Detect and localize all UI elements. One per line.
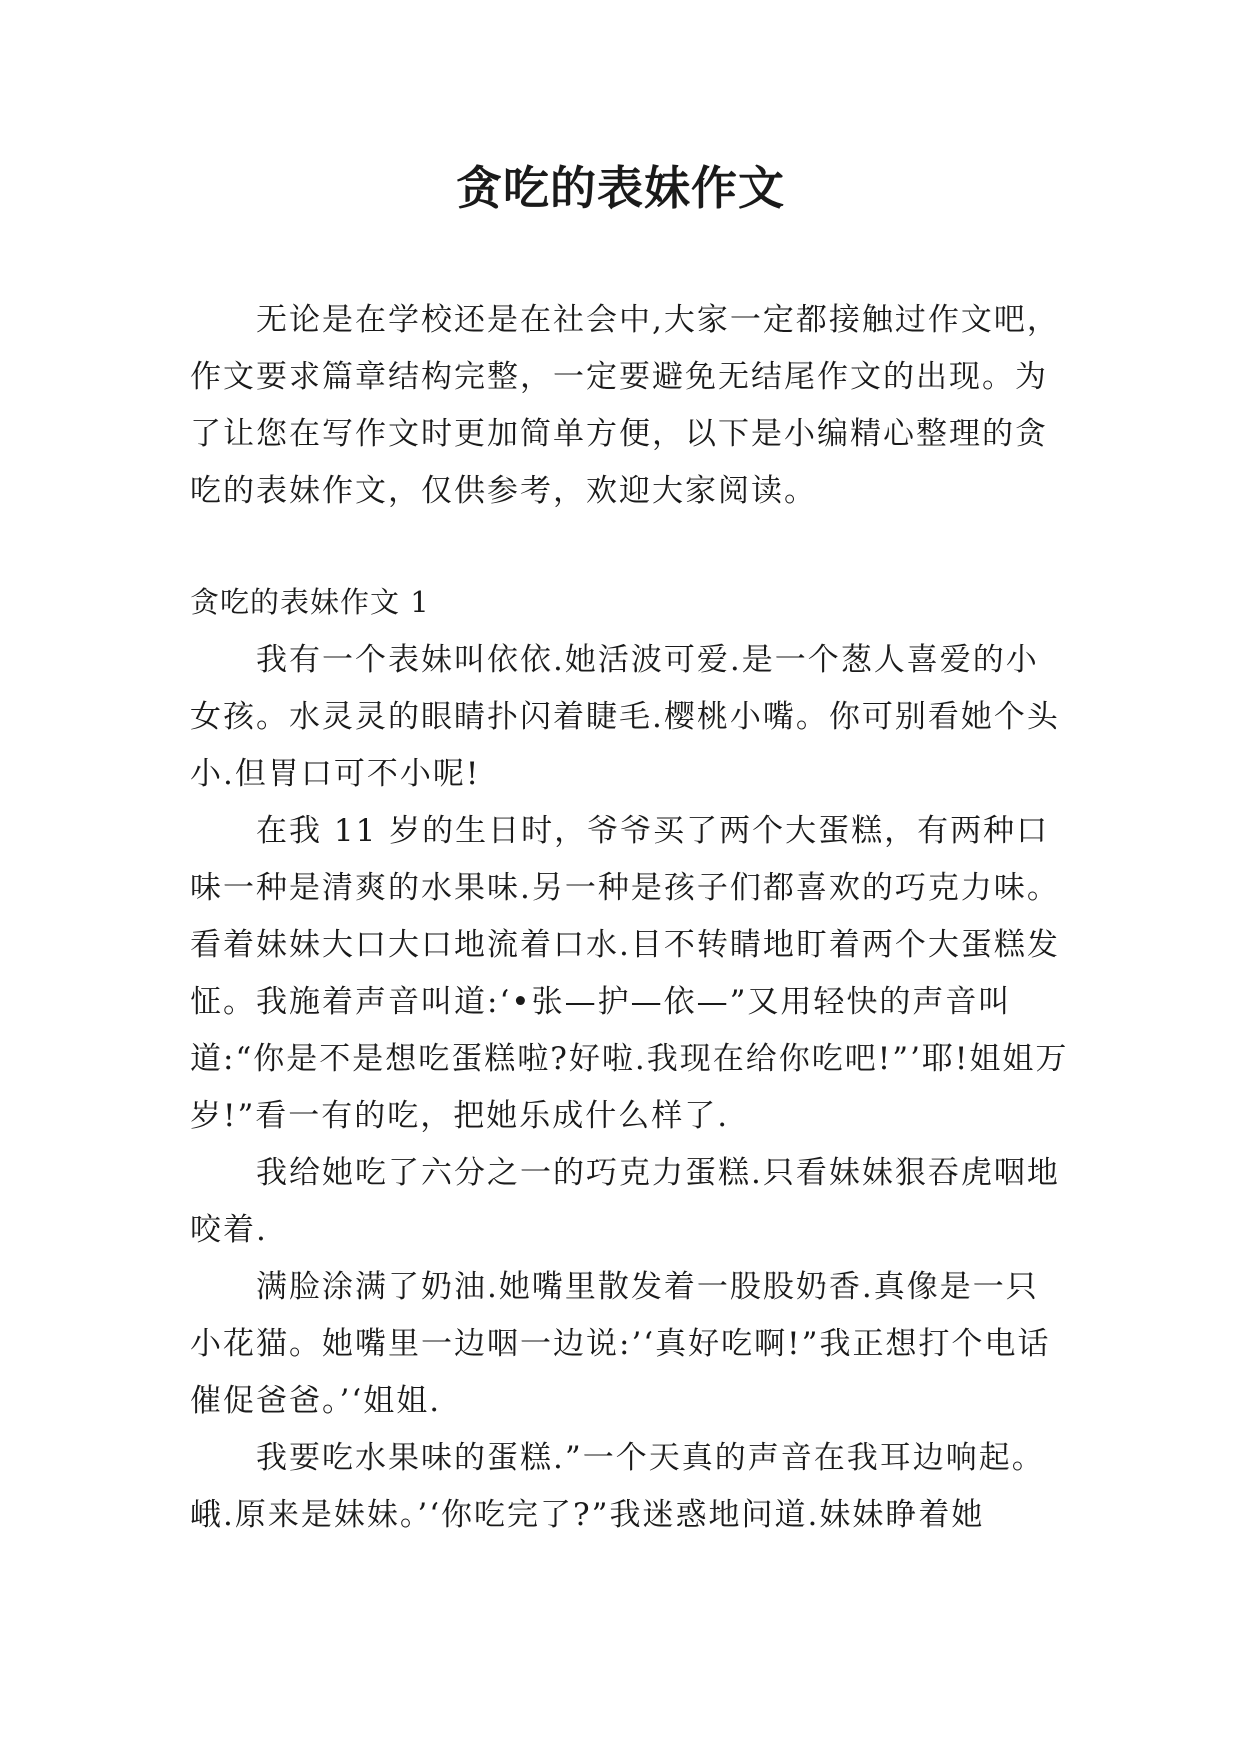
story-section <box>190 632 1070 1544</box>
story-paragraph: 我有一个表妹叫依依.她活波可爱.是一个葱人喜爱的小女孩。水灵灵的眼睛扑闪着睫毛.樱桃小嘴。你可别看她个头小.但胃口可不小呢! <box>190 642 1060 792</box>
story-paragraph: 我给她吃了六分之一的巧克力蛋糕.只看妹妹狠吞虎咽地咬着. <box>190 1155 1060 1248</box>
story-paragraph: 我要吃水果味的蛋糕.”一个天真的声音在我耳边响起。峨.原来是妹妹。’‘你吃完了?”我迷惑地问道.妹妹睁着她 <box>190 1440 1045 1533</box>
document-title: 贪吃的表妹作文 <box>456 161 785 215</box>
section-heading: 贪吃的表妹作文 1 <box>190 585 430 619</box>
intro-section <box>190 292 1070 520</box>
story-paragraph: 在我 11 岁的生日时，爷爷买了两个大蛋糕，有两种口味一种是清爽的水果味.另一种是孩子们都喜欢的巧克力味。看着妹妹大口大口地流着口水.目不转睛地盯着两个大蛋糕发怔。我施着声音叫道:‘•张—护—依—”又用轻快的声音叫道:“你是不是想吃蛋糕啦?好啦.我现在给你吃吧!”’耶!姐姐万岁!”看一有的吃，把她乐成什么样了. <box>190 813 1069 1134</box>
story-paragraph: 满脸涂满了奶油.她嘴里散发着一股股奶香.真像是一只小花猫。她嘴里一边咽一边说:’‘真好吃啊!”我正想打个电话催促爸爸。’‘姐姐. <box>190 1269 1051 1419</box>
intro-paragraph: 无论是在学校还是在社会中,大家一定都接触过作文吧，作文要求篇章结构完整，一定要避免无结尾作文的出现。为了让您在写作文时更加简单方便，以下是小编精心整理的贪吃的表妹作文，仅供参考，欢迎大家阅读。 <box>190 302 1060 509</box>
